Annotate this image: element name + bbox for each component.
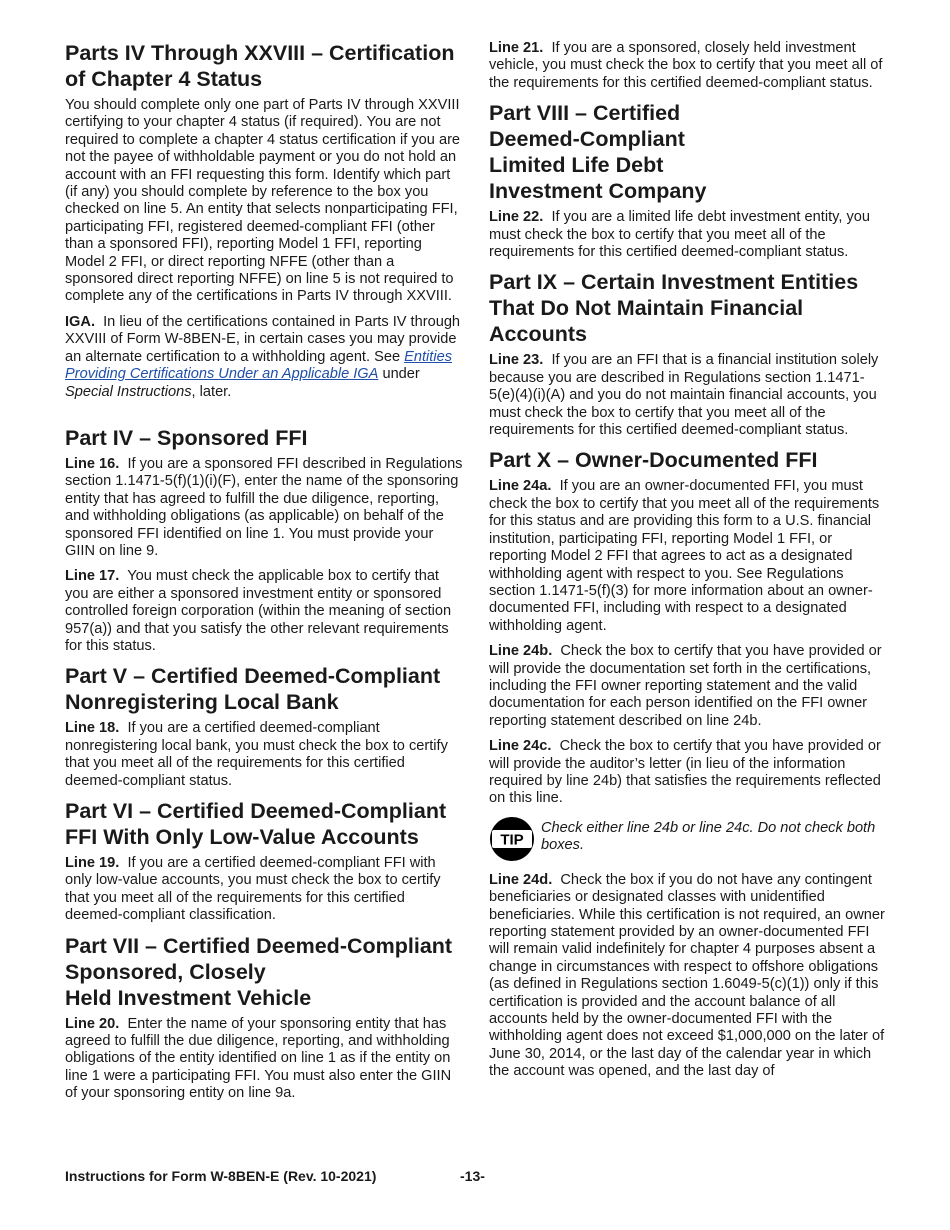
line18-lead: Line 18. [65,720,120,737]
heading-part-8-line-b: Deemed-Compliant [489,127,685,152]
right-column [489,40,887,1089]
iga-special: Special Instructions [65,383,192,400]
line23-text: If you are an FFI that is a financial institution solely because you are described in Regulations section 1.1471-5(e)(4)(i)(A) and you do not maintain financial accounts, you must check the box to certify that you meet all of the requirements for this certified deemed-compliant status. [489,352,879,439]
paragraph-line-18 [65,720,463,790]
line24c-text: Check the box to certify that you have provided or will provide the auditor’s letter (in lieu of the information required by line 24b) that satisfies the requirements reflected on this line. [489,738,881,807]
heading-part-7-line-b: Held Investment Vehicle [65,985,312,1010]
line21-lead: Line 21. [489,40,544,56]
line24b-text: Check the box to certify that you have provided or will provide the documentation set forth in the certifications, including the FFI owner reporting statement and the valid documentation for each person identified on the FFI owner reporting statement described on line 24b. [489,643,882,729]
line18-text: If you are a certified deemed-compliant nonregistering local bank, you must check the box to certify that you meet all of the requirements for this certified deemed-compliant status. [65,720,448,789]
tip-badge-label: TIP [500,831,524,849]
heading-part-8-line-a: Part VIII – Certified [489,101,681,126]
heading-part-8-line-d: Investment Company [489,179,707,204]
paragraph-line-24a [489,478,887,635]
paragraph-line-24c [489,738,887,808]
tip-icon [489,816,535,862]
paragraph-line-22 [489,209,887,261]
left-column [65,40,463,1111]
line24a-text: If you are an owner-documented FFI, you must check the box to certify that you meet all of the requirements for this status and are providing this form to a U.S. financial institution, participating FFI, reporting Model 1 FFI, or reporting Model 2 FFI that agrees to act as a designated withholding agent with respect to you. See Regulations section 1.1471-5(f)(3) for more information about an owner-documented FFI, including with respect to a designated withholding agent. [489,478,880,634]
line17-lead: Line 17. [65,568,120,585]
heading-certification: Parts IV Through XXVIII – Certification of Chapter 4 Status [65,41,455,91]
heading-part-9: Part IX – Certain Investment Entities That Do Not Maintain Financial Accounts [489,270,859,347]
line24a-lead: Line 24a. [489,478,552,495]
line16-lead: Line 16. [65,455,120,472]
paragraph-iga [65,314,463,401]
line21-text: If you are a sponsored, closely held investment vehicle, you must check the box to certify that you meet all of the requirements for this certified deemed-compliant status. [489,40,883,91]
paragraph-line-20 [65,1016,463,1103]
heading-part-8 [489,100,887,204]
footer-page-number: -13- [460,1168,485,1184]
iga-link[interactable]: Entities Providing Certifications Under an Applicable IGA [65,348,452,383]
tip-text: Check either line 24b or line 24c. Do not check both boxes. [541,819,876,854]
line24c-lead: Line 24c. [489,738,552,755]
heading-part-8-line-c: Limited Life Debt [489,153,664,178]
iga-lead: IGA. [65,313,95,330]
tip-callout [489,816,887,862]
heading-part-10: Part X – Owner-Documented FFI [489,448,818,473]
heading-part-5: Part V – Certified Deemed-Compliant Nonregistering Local Bank [65,664,441,715]
heading-part-7 [65,933,463,1011]
paragraph-line-24d [489,872,887,1081]
iga-text: In lieu of the certifications contained in Parts IV through XXVIII of Form W-8BEN-E, in certain cases you may provide an alternate certification to a withholding agent. See [65,313,461,365]
heading-part-6: Part VI – Certified Deemed-Compliant FFI With Only Low-Value Accounts [65,799,447,849]
line19-lead: Line 19. [65,855,120,871]
line23-lead: Line 23. [489,352,544,369]
paragraph-line-17 [65,568,463,655]
line22-text: If you are a limited life debt investment entity, you must check the box to certify that you meet all of the requirements for this certified deemed-compliant status. [489,209,870,261]
line24d-lead: Line 24d. [489,871,553,888]
paragraph-line-24b [489,643,887,730]
paragraph-line-19 [65,855,463,925]
iga-under: under [382,366,420,383]
line22-lead: Line 22. [489,209,544,226]
line24d-text: Check the box if you do not have any contingent beneficiaries or designated classes with unidentified beneficiaries. While this certification is not required, an owner reporting statement provided by an owner-documented FFI will remain valid indefinitely for chapter 4 purposes absent a change in circumstances with respect to offshore obligations (as defined in Regulations section 1.6049-5(c)(1)) only if this certification is provided and the account balance of all accounts held by the owner-documented FFI with the withholding agent does not exceed $1,000,000 on the later of June 30, 2014, or the last day of the calendar year in which the account was opened, and the last day of [489,871,885,1080]
tip-badge [489,816,535,862]
line20-text: Enter the name of your sponsoring entity that has agreed to fulfill the due diligence, reporting, and withholding obligations of the entity identified on line 1 as if the entity on line 1 were a participating FFI. You must also enter the GIIN of your sponsoring entity on line 9a. [65,1015,452,1102]
paragraph-line-16 [65,456,463,560]
iga-end: , later. [191,383,232,400]
heading-part-7-line-a: Part VII – Certified Deemed-Compliant Sponsored, Closely [65,933,453,984]
paragraph-line-21 [489,40,887,92]
line19-text: If you are a certified deemed-compliant FFI with only low-value accounts, you must check the box to certify that you meet all of the requirements for this certified deemed-compliant classification. [65,855,441,924]
line24b-lead: Line 24b. [489,643,553,660]
line20-lead: Line 20. [65,1015,120,1032]
paragraph-certification: You should complete only one part of Parts IV through XXVIII certifying to your chapter 4 status (if required). You are not required to complete a chapter 4 status certification if you are not the payee of withholdable payment or you do not hold an account with an FFI requesting this form. Identify which part (if any) you should complete by reference to the box you checked on line 5. An entity that selects nonparticipating FFI, participating FFI, registered deemed-compliant FFI (other than a sponsored FFI), reporting Model 1 FFI, reporting Model 2 FFI, or direct reporting NFFE (other than a sponsored direct reporting NFFE) on line 5 is not required to complete any of the certifications in Parts IV through XXVIII. [65,97,461,305]
footer-form-name: Instructions for Form W-8BEN-E (Rev. 10-2021) [65,1168,377,1184]
line16-text: If you are a sponsored FFI described in Regulations section 1.1471-5(f)(1)(i)(F), enter the name of the sponsoring entity that has agreed to fulfill the due diligence, reporting, and withholding obligations (as applicable) on behalf of the sponsored FFI identified on line 1. You must provide your GIIN on line 9. [65,455,463,559]
paragraph-line-23 [489,352,887,439]
heading-part-4: Part IV – Sponsored FFI [65,425,308,450]
line17-text: You must check the applicable box to certify that you are either a sponsored investment entity or sponsored controlled foreign corporation (within the meaning of section 957(a)) and that you satisfy the other relevant requirements for this status. [65,568,452,654]
